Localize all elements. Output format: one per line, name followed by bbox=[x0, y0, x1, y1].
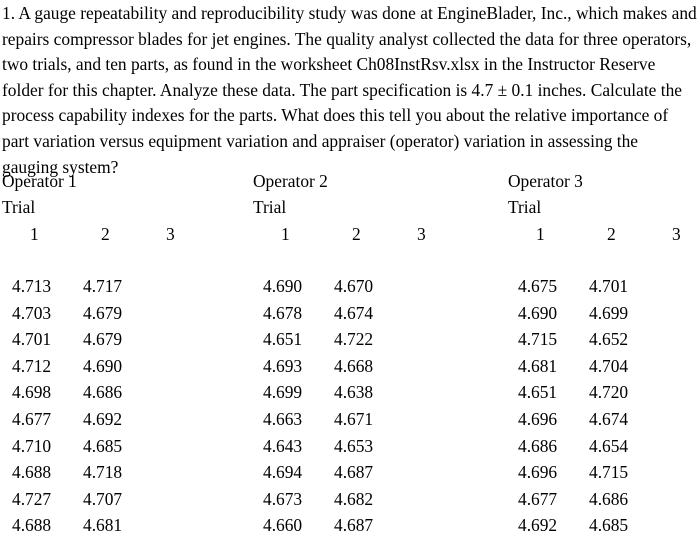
trial-number: 3 bbox=[166, 224, 175, 244]
data-cell: 4.690 bbox=[83, 355, 123, 376]
trial-label: Trial bbox=[253, 197, 287, 217]
data-cell: 4.654 bbox=[589, 435, 629, 456]
data-cell: 4.673 bbox=[263, 488, 303, 509]
data-cell: 4.722 bbox=[334, 329, 374, 350]
data-cell: 4.686 bbox=[518, 435, 558, 456]
operator-label: Operator 2 bbox=[253, 171, 328, 191]
data-cell: 4.681 bbox=[518, 355, 558, 376]
data-cell: 4.692 bbox=[518, 515, 558, 536]
data-cell: 4.715 bbox=[589, 462, 629, 483]
data-cell: 4.671 bbox=[334, 409, 374, 429]
data-cell: 4.686 bbox=[589, 488, 629, 509]
data-cell: 4.699 bbox=[263, 382, 303, 403]
data-cell: 4.682 bbox=[334, 488, 374, 509]
data-cell: 4.685 bbox=[83, 435, 123, 456]
operator-label: Operator 3 bbox=[508, 171, 583, 191]
data-cell: 4.696 bbox=[518, 462, 558, 483]
data-cell: 4.687 bbox=[334, 462, 374, 483]
data-cell: 4.690 bbox=[518, 302, 558, 323]
data-cell: 4.710 bbox=[12, 435, 52, 456]
data-cell: 4.643 bbox=[263, 435, 303, 456]
trial-label: Trial bbox=[508, 197, 542, 217]
trial-label: Trial bbox=[2, 197, 36, 217]
data-cell: 4.638 bbox=[334, 382, 374, 403]
data-cell: 4.694 bbox=[263, 462, 303, 483]
data-cell: 4.713 bbox=[12, 276, 52, 296]
data-cell: 4.715 bbox=[518, 329, 558, 350]
data-cell: 4.717 bbox=[83, 276, 123, 296]
data-cell: 4.707 bbox=[83, 488, 123, 509]
data-cell: 4.701 bbox=[12, 329, 52, 350]
trial-number: 2 bbox=[101, 224, 110, 244]
data-cell: 4.675 bbox=[518, 276, 558, 296]
data-cell: 4.670 bbox=[334, 276, 374, 296]
data-cell: 4.720 bbox=[589, 382, 629, 403]
trial-number: 2 bbox=[352, 224, 361, 244]
data-cell: 4.652 bbox=[589, 329, 629, 350]
data-cell: 4.681 bbox=[83, 515, 123, 536]
data-cell: 4.651 bbox=[518, 382, 558, 403]
data-cell: 4.704 bbox=[589, 355, 629, 376]
trial-number: 2 bbox=[607, 224, 616, 244]
data-cell: 4.679 bbox=[83, 302, 123, 323]
data-cell: 4.688 bbox=[12, 515, 52, 536]
trial-number: 1 bbox=[30, 224, 39, 244]
data-cell: 4.663 bbox=[263, 409, 303, 429]
data-cell: 4.651 bbox=[263, 329, 303, 350]
data-cell: 4.701 bbox=[589, 276, 629, 296]
data-cell: 4.698 bbox=[12, 382, 52, 403]
data-cell: 4.703 bbox=[12, 302, 52, 323]
data-cell: 4.674 bbox=[589, 409, 629, 429]
data-cell: 4.653 bbox=[334, 435, 374, 456]
data-cell: 4.692 bbox=[83, 409, 123, 429]
problem-statement: 1. A gauge repeatability and reproducibility study was done at EngineBlader, Inc., which makes and repairs compressor blades for jet engines. The quality analyst collected the data for three operators, two trials, and ten parts, as found in the worksheet Ch08InstRsv.xlsx in the Instructor Reserve folder for this chapter. Analyze these data. The part specification is 4.7 ± 0.1 inches. Calculate the process capability indexes for the parts. What does this tell you about the relative importance of part variation versus equipment variation and appraiser (operator) variation in assessing the gauging system? bbox=[2, 3, 697, 177]
operator-label: Operator 1 bbox=[2, 171, 77, 191]
data-cell: 4.699 bbox=[589, 302, 629, 323]
data-cell: 4.660 bbox=[263, 515, 303, 536]
trial-number: 3 bbox=[672, 224, 681, 244]
data-cell: 4.686 bbox=[83, 382, 123, 403]
data-cell: 4.678 bbox=[263, 302, 303, 323]
data-cell: 4.679 bbox=[83, 329, 123, 350]
data-cell: 4.687 bbox=[334, 515, 374, 536]
data-cell: 4.712 bbox=[12, 355, 52, 376]
data-cell: 4.688 bbox=[12, 462, 52, 483]
data-cell: 4.727 bbox=[12, 488, 52, 509]
data-cell: 4.677 bbox=[12, 409, 52, 429]
data-cell: 4.696 bbox=[518, 409, 558, 429]
data-cell: 4.685 bbox=[589, 515, 629, 536]
data-cell: 4.677 bbox=[518, 488, 558, 509]
data-cell: 4.674 bbox=[334, 302, 374, 323]
trial-number: 1 bbox=[281, 224, 290, 244]
data-cell: 4.718 bbox=[83, 462, 123, 483]
data-cell: 4.668 bbox=[334, 355, 374, 376]
data-cell: 4.693 bbox=[263, 355, 303, 376]
data-cell: 4.690 bbox=[263, 276, 303, 296]
trial-number: 3 bbox=[417, 224, 426, 244]
trial-number: 1 bbox=[536, 224, 545, 244]
